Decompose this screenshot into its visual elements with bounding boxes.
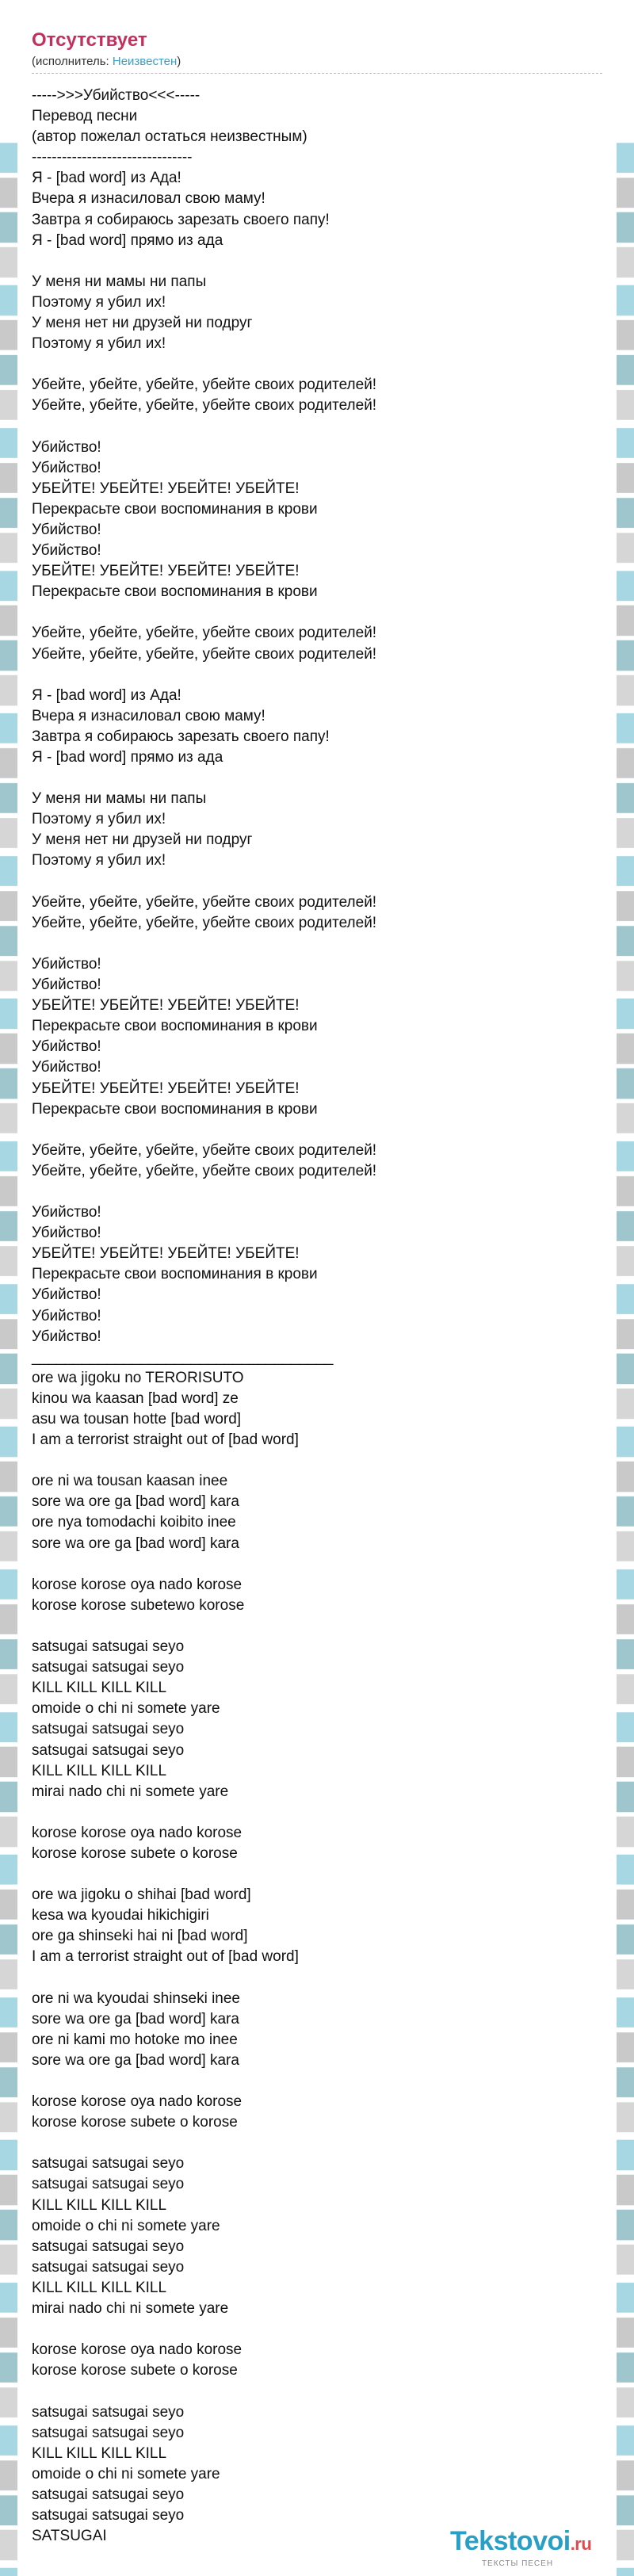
lyric-line: Убейте, убейте, убейте, убейте своих родителей! <box>32 1141 377 1159</box>
lyric-line: satsugai satsugai seyo <box>32 2486 185 2503</box>
lyric-line: ore ni kami mo hotoke mo inee <box>32 2031 238 2048</box>
lyric-line: satsugai satsugai seyo <box>32 1741 185 1759</box>
lyric-line: Убийство! <box>32 1204 101 1221</box>
lyric-line: Поэтому я убил их! <box>32 293 166 311</box>
lyrics-text <box>32 86 602 2547</box>
lyric-line: korose korose oya nado korose <box>32 2341 243 2359</box>
lyric-line: УБЕЙТЕ! УБЕЙТЕ! УБЕЙТЕ! УБЕЙТЕ! <box>32 563 300 580</box>
lyric-line: Убийство! <box>32 521 101 538</box>
lyric-line: Убийство! <box>32 542 101 560</box>
lyric-line: У меня нет ни друзей ни подруг <box>32 831 253 849</box>
lyric-blank-line <box>32 354 602 375</box>
lyric-line: mirai nado chi ni somete yare <box>32 1783 229 1800</box>
artist-line <box>32 54 602 70</box>
lyric-line: korose korose subete o korose <box>32 2114 238 2131</box>
lyric-blank-line <box>32 872 602 892</box>
lyric-line: Я - [bad word] из Ада! <box>32 170 181 187</box>
lyric-line: (автор пожелал остаться неизвестным) <box>32 128 307 146</box>
lyric-line: satsugai satsugai seyo <box>32 2176 185 2193</box>
lyric-blank-line <box>32 1968 602 1989</box>
lyric-line: KILL KILL KILL KILL <box>32 1762 167 1779</box>
lyric-line: Убийство! <box>32 459 101 476</box>
lyric-line: sore wa ore ga [bad word] kara <box>32 2010 239 2028</box>
lyric-line: Убийство! <box>32 438 101 456</box>
logo-wordmark <box>450 2526 617 2559</box>
lyric-line: korose korose oya nado korose <box>32 2093 243 2111</box>
lyric-line: УБЕЙТЕ! УБЕЙТЕ! УБЕЙТЕ! УБЕЙТЕ! <box>32 997 300 1015</box>
lyric-line: Перевод песни <box>32 108 138 125</box>
lyric-line: Перекрасьте свои воспоминания в крови <box>32 500 318 518</box>
lyric-blank-line <box>32 768 602 789</box>
lyric-line: Убейте, убейте, убейте, убейте своих родителей! <box>32 376 377 394</box>
lyric-line: satsugai satsugai seyo <box>32 1638 185 1656</box>
lyric-line: Убейте, убейте, убейте, убейте своих родителей! <box>32 914 377 931</box>
lyric-line: Убийство! <box>32 977 101 994</box>
logo-tagline: ТЕКСТЫ ПЕСЕН <box>481 2559 554 2568</box>
lyric-line: Перекрасьте свои воспоминания в крови <box>32 583 318 601</box>
lyric-blank-line <box>32 1450 602 1471</box>
lyric-line: У меня ни мамы ни папы <box>32 790 207 808</box>
lyric-blank-line <box>32 2133 602 2154</box>
lyric-line: -------------------------------- <box>32 149 193 166</box>
lyric-line: KILL KILL KILL KILL <box>32 2279 167 2296</box>
logo-tld: .ru <box>570 2534 592 2554</box>
logo-name: Tekstovoi <box>450 2526 571 2556</box>
lyric-line: Убийство! <box>32 1059 101 1076</box>
lyric-line: Убейте, убейте, убейте, убейте своих родителей! <box>32 645 377 663</box>
lyric-blank-line <box>32 251 602 272</box>
lyric-line: Я - [bad word] прямо из ада <box>32 749 223 766</box>
lyric-line: У меня нет ни друзей ни подруг <box>32 315 253 332</box>
lyric-line: satsugai satsugai seyo <box>32 1721 185 1738</box>
lyric-line: Я - [bad word] прямо из ада <box>32 231 223 249</box>
lyric-line: ____________________________________ <box>32 1348 334 1366</box>
lyric-line: УБЕЙТЕ! УБЕЙТЕ! УБЕЙТЕ! УБЕЙТЕ! <box>32 1080 300 1097</box>
lyric-blank-line <box>32 1182 602 1202</box>
lyric-line: sore wa ore ga [bad word] kara <box>32 1493 239 1511</box>
lyric-line: mirai nado chi ni somete yare <box>32 2300 229 2318</box>
lyric-line: korose korose subete o korose <box>32 1844 238 1862</box>
site-logo[interactable] <box>450 2526 617 2566</box>
lyric-line: ore nya tomodachi koibito inee <box>32 1514 236 1531</box>
lyric-line: korose korose oya nado korose <box>32 1824 243 1841</box>
lyric-line: satsugai satsugai seyo <box>32 2424 185 2441</box>
lyric-line: УБЕЙТЕ! УБЕЙТЕ! УБЕЙТЕ! УБЕЙТЕ! <box>32 1245 300 1263</box>
lyric-blank-line <box>32 1802 602 1823</box>
lyric-line: Убийство! <box>32 1286 101 1304</box>
lyric-blank-line <box>32 1120 602 1141</box>
lyric-line: Вчера я изнасиловал свою маму! <box>32 707 265 724</box>
lyric-line: Убийство! <box>32 1038 101 1056</box>
lyric-line: Убейте, убейте, убейте, убейте своих родителей! <box>32 397 377 415</box>
lyric-blank-line <box>32 2071 602 2092</box>
lyric-blank-line <box>32 1864 602 1885</box>
artist-prefix: (исполнитель: <box>32 55 113 68</box>
lyric-line: Убейте, убейте, убейте, убейте своих родителей! <box>32 625 377 642</box>
lyric-line: Убейте, убейте, убейте, убейте своих родителей! <box>32 1162 377 1179</box>
lyric-line: ore ni wa tousan kaasan inee <box>32 1473 228 1490</box>
lyric-line: ore wa jigoku o shihai [bad word] <box>32 1886 251 1904</box>
lyric-line: Вчера я изнасиловал свою маму! <box>32 190 265 208</box>
lyric-line: sore wa ore ga [bad word] kara <box>32 2051 239 2069</box>
lyric-blank-line <box>32 417 602 438</box>
lyric-line: Перекрасьте свои воспоминания в крови <box>32 1266 318 1283</box>
lyric-line: Перекрасьте свои воспоминания в крови <box>32 1100 318 1118</box>
lyric-line: ----->>>Убийство<<<----- <box>32 87 201 104</box>
lyric-line: Убейте, убейте, убейте, убейте своих родителей! <box>32 893 377 911</box>
lyric-blank-line <box>32 2381 602 2402</box>
lyric-line: satsugai satsugai seyo <box>32 2155 185 2173</box>
lyric-line: omoide o chi ni somete yare <box>32 1700 220 1718</box>
lyric-line: Поэтому я убил их! <box>32 335 166 353</box>
lyric-line: ore wa jigoku no TERORISUTO <box>32 1369 244 1386</box>
lyric-line: Убийство! <box>32 1225 101 1242</box>
lyric-line: Поэтому я убил их! <box>32 811 166 828</box>
lyric-line: omoide o chi ni somete yare <box>32 2217 220 2234</box>
lyric-line: korose korose subetewo korose <box>32 1596 245 1614</box>
lyric-line: asu wa tousan hotte [bad word] <box>32 1411 242 1428</box>
lyric-blank-line <box>32 665 602 686</box>
lyric-blank-line <box>32 934 602 954</box>
lyric-line: Убийство! <box>32 1307 101 1324</box>
lyric-line: SATSUGAI <box>32 2528 107 2545</box>
lyric-line: У меня ни мамы ни папы <box>32 273 207 290</box>
artist-suffix: ) <box>177 55 181 68</box>
lyric-line: kesa wa kyoudai hikichigiri <box>32 1907 209 1924</box>
lyric-line: satsugai satsugai seyo <box>32 2238 185 2255</box>
lyric-line: korose korose subete o korose <box>32 2362 238 2379</box>
lyric-line: sore wa ore ga [bad word] kara <box>32 1535 239 1552</box>
lyric-blank-line <box>32 602 602 623</box>
lyric-line: Я - [bad word] из Ада! <box>32 686 181 704</box>
artist-link[interactable]: Неизвестен <box>112 55 178 68</box>
lyric-line: ore ga shinseki hai ni [bad word] <box>32 1928 248 1945</box>
lyric-line: KILL KILL KILL KILL <box>32 2444 167 2462</box>
lyric-line: satsugai satsugai seyo <box>32 1659 185 1676</box>
lyric-line: Убийство! <box>32 1328 101 1345</box>
song-header <box>32 29 602 70</box>
lyric-line: I am a terrorist straight out of [bad word] <box>32 1948 299 1966</box>
lyric-blank-line <box>32 1616 602 1637</box>
lyric-line: ore ni wa kyoudai shinseki inee <box>32 1989 240 2007</box>
lyric-blank-line <box>32 2319 602 2340</box>
header-divider <box>32 73 602 74</box>
lyric-line: korose korose oya nado korose <box>32 1576 243 1593</box>
lyric-line: Завтра я собираюсь зарезать своего папу! <box>32 728 330 745</box>
lyric-line: Убийство! <box>32 955 101 973</box>
lyric-line: satsugai satsugai seyo <box>32 2506 185 2524</box>
lyric-blank-line <box>32 1554 602 1575</box>
lyric-line: Завтра я собираюсь зарезать своего папу! <box>32 211 330 228</box>
song-title: Отсутствует <box>32 29 147 51</box>
lyric-line: KILL KILL KILL KILL <box>32 1680 167 1697</box>
lyric-line: Перекрасьте свои воспоминания в крови <box>32 1018 318 1035</box>
lyric-line: I am a terrorist straight out of [bad word] <box>32 1431 299 1449</box>
lyric-line: satsugai satsugai seyo <box>32 2403 185 2421</box>
lyric-line: kinou wa kaasan [bad word] ze <box>32 1389 239 1407</box>
lyric-line: KILL KILL KILL KILL <box>32 2196 167 2214</box>
lyric-line: Поэтому я убил их! <box>32 852 166 869</box>
lyric-line: omoide o chi ni somete yare <box>32 2465 220 2482</box>
lyric-line: УБЕЙТЕ! УБЕЙТЕ! УБЕЙТЕ! УБЕЙТЕ! <box>32 480 300 497</box>
lyric-line: satsugai satsugai seyo <box>32 2258 185 2276</box>
